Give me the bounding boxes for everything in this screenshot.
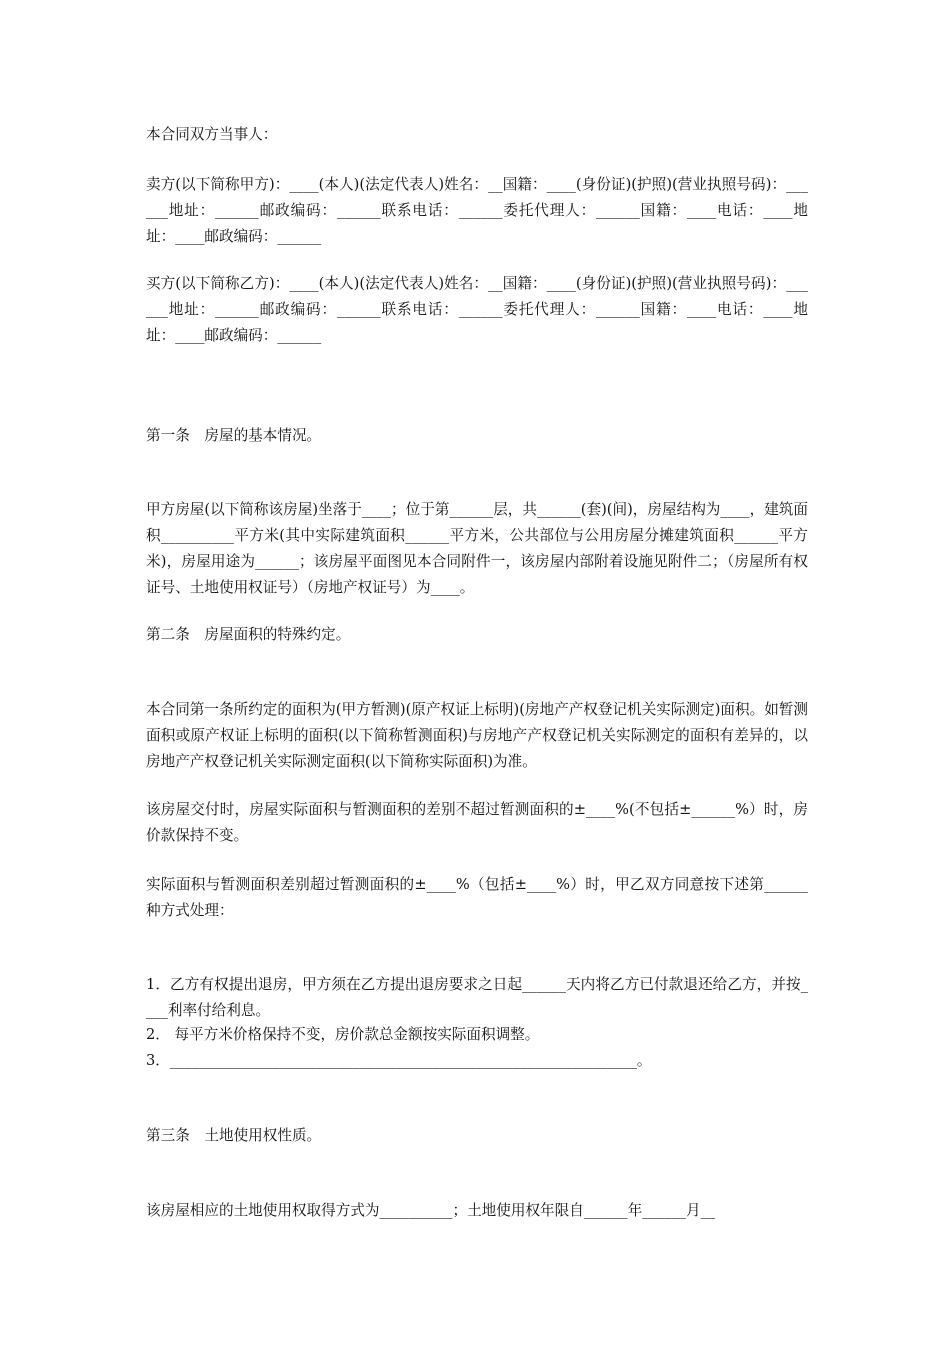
option-1: 1．乙方有权提出退房，甲方须在乙方提出退房要求之日起______天内将乙方已付款退还给乙方，并按____利率付给利息。 — [146, 976, 808, 1019]
article-2-body-2: 该房屋交付时，房屋实际面积与暂测面积的差别不超过暂测面积的±____%(不包括±______%）时，房价款保持不变。 — [146, 801, 808, 844]
article-1-title: 第一条 房屋的基本情况。 — [146, 427, 322, 444]
article-1-body: 甲方房屋(以下简称该房屋)坐落于____；位于第______层，共______(套)(间)，房屋结构为____，建筑面积__________平方米(其中实际建筑面积______平方米，公共部位与公用房屋分摊建筑面积______平方米)，房屋用途为______；该房屋平面图见本合同附件一，该房屋内部附着设施见附件二；（房屋所有权证号、土地使用权证号）（房地产权证号）为____。 — [146, 501, 808, 596]
buyer-info: 买方(以下简称乙方)：____(本人)(法定代表人)姓名：__国籍：____(身份证)(护照)(营业执照号码)：______地址：______邮政编码：______联系电话：______委托代理人：______国籍：____电话：____地址：____邮政编码：______ — [146, 275, 808, 344]
article-2-body-3: 实际面积与暂测面积差别超过暂测面积的±____%（包括±____%）时，甲乙双方同意按下述第______种方式处理： — [146, 876, 808, 919]
article-3-title: 第三条 土地使用权性质。 — [146, 1127, 322, 1144]
option-2: 2． 每平方米价格保持不变，房价款总金额按实际面积调整。 — [146, 1026, 540, 1043]
intro-text: 本合同双方当事人： — [146, 126, 278, 143]
article-2-body: 本合同第一条所约定的面积为(甲方暂测)(原产权证上标明)(房地产产权登记机关实际测定)面积。如暂测面积或原产权证上标明的面积(以下简称暂测面积)与房地产产权登记机关实际测定的面积有差异的，以房地产产权登记机关实际测定面积(以下简称实际面积)为准。 — [146, 701, 808, 770]
article-3-body: 该房屋相应的土地使用权取得方式为__________；土地使用权年限自______年______月__ — [146, 1202, 716, 1219]
article-2-title: 第二条 房屋面积的特殊约定。 — [146, 626, 351, 643]
option-3: 3．________________________________________________________________。 — [146, 1052, 652, 1069]
seller-info: 卖方(以下简称甲方)：____(本人)(法定代表人)姓名：__国籍：____(身份证)(护照)(营业执照号码)：______地址：______邮政编码：______联系电话：______委托代理人：______国籍：____电话：____地址：____邮政编码：______ — [146, 176, 808, 245]
